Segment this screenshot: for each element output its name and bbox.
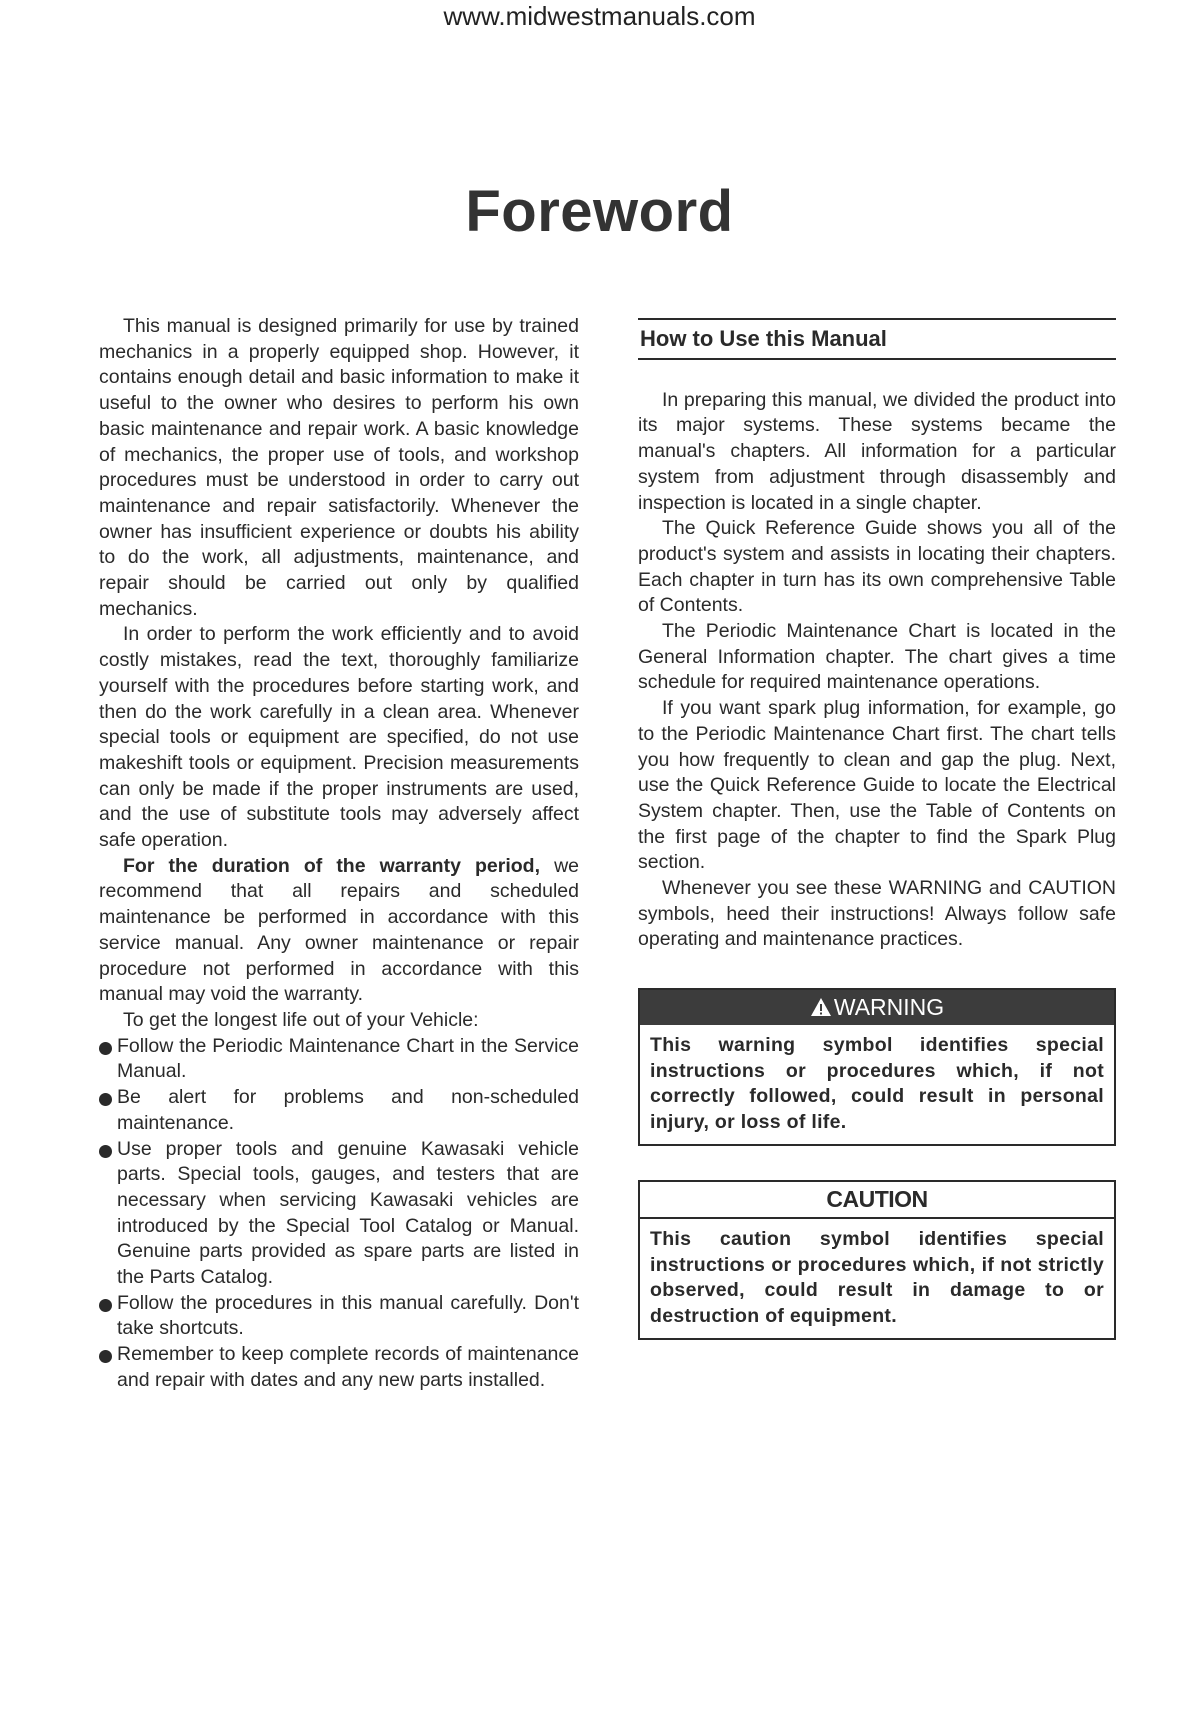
site-url: www.midwestmanuals.com — [443, 1, 756, 31]
left-column — [99, 314, 579, 1394]
section-paragraph: Whenever you see these WARNING and CAUTION symbols, heed their instructions! Always follow safe operating and maintenance practices. — [638, 877, 1116, 951]
warranty-lead: For the duration of the warranty period, — [123, 854, 540, 877]
section-paragraph: The Quick Reference Guide shows you all of the product's system and assists in locating their chapters. Each chapter in turn has its own comprehensive Table of Contents. — [638, 517, 1116, 617]
bullet-icon — [99, 1093, 112, 1106]
section-paragraph: If you want spark plug information, for example, go to the Periodic Maintenance Chart first. The chart tells you how frequently to clean and gap the plug. Next, use the Quick Reference Guide to locate the Electrical System chapter. Then, use the Table of Contents on the first page of the chapter to find the Spark Plug section. — [638, 697, 1116, 874]
list-item — [99, 1034, 579, 1085]
section-title: How to Use this Manual — [638, 318, 1116, 360]
list-item — [99, 1085, 579, 1136]
section-paragraph: The Periodic Maintenance Chart is located in the General Information chapter. The chart gives a time schedule for required maintenance operations. — [638, 620, 1116, 694]
list-item — [99, 1291, 579, 1342]
bullet-icon — [99, 1145, 112, 1158]
warning-label: WARNING — [833, 994, 945, 1020]
warning-text: This warning symbol identifies special instructions or procedures which, if not correctly followed, could result in personal injury, or loss of life. — [650, 1034, 1104, 1134]
page-title: Foreword — [465, 179, 734, 244]
caution-box — [638, 1180, 1116, 1340]
list-item-text: Follow the procedures in this manual carefully. Don't take shortcuts. — [117, 1291, 579, 1340]
efficiency-paragraph: In order to perform the work efficiently and to avoid costly mistakes, read the text, thoroughly familiarize yourself with the procedures before starting work, and then do the work carefully in a clean area. Whenever special tools or equipment are specified, do not use makeshift tools or equipment. Precision measurements can only be made if the proper instruments are used, and the use of substitute tools may adversely affect safe operation. — [99, 623, 579, 852]
warning-box — [638, 988, 1116, 1146]
warranty-paragraph — [99, 854, 579, 1008]
warning-header — [640, 990, 1114, 1025]
warning-triangle-icon — [810, 997, 832, 1017]
list-item-text: Use proper tools and genuine Kawasaki vehicle parts. Special tools, gauges, and testers that are necessary when servicing Kawasaki vehicles are introduced by the Special Tool Catalog or Manual. Genuine parts provided as spare parts are listed in the Parts Catalog. — [117, 1137, 579, 1289]
list-item-text: Be alert for problems and non-scheduled maintenance. — [117, 1086, 579, 1134]
bullet-icon — [99, 1350, 112, 1363]
tips-list — [99, 1034, 579, 1394]
intro-paragraph: This manual is designed primarily for use by trained mechanics in a properly equipped shop. However, it contains enough detail and basic information to make it useful to the owner who desires to perform his own basic maintenance and repair work. A basic knowledge of mechanics, the proper use of tools, and workshop procedures must be understood in order to carry out maintenance and repair satisfactorily. Whenever the owner has insufficient experience or doubts his ability to do the work, all adjustments, maintenance, and repair should be carried out only by qualified mechanics. — [99, 315, 579, 620]
list-item-text: Remember to keep complete records of maintenance and repair with dates and any new parts installed. — [117, 1343, 579, 1391]
right-column — [638, 318, 1116, 1328]
longevity-paragraph: To get the longest life out of your Vehicle: — [123, 1008, 479, 1031]
bullet-icon — [99, 1042, 112, 1055]
list-item — [99, 1342, 579, 1393]
warranty-text: we recommend that all repairs and scheduled maintenance be performed in accordance with this service manual. Any owner maintenance or repair procedure not performed in accordance with this manual may void the warranty. — [99, 854, 579, 1006]
section-paragraph: In preparing this manual, we divided the product into its major systems. These systems became the manual's chapters. All information for a particular system from adjustment through disassembly and inspection is located in a single chapter. — [638, 388, 1116, 514]
list-item-text: Follow the Periodic Maintenance Chart in the Service Manual. — [117, 1034, 579, 1083]
caution-header: CAUTION — [640, 1182, 1114, 1219]
caution-text: This caution symbol identifies special instructions or procedures which, if not strictly observed, could result in damage to or destruction of equipment. — [650, 1228, 1104, 1328]
bullet-icon — [99, 1299, 112, 1312]
list-item — [99, 1137, 579, 1291]
section-body — [638, 388, 1116, 953]
